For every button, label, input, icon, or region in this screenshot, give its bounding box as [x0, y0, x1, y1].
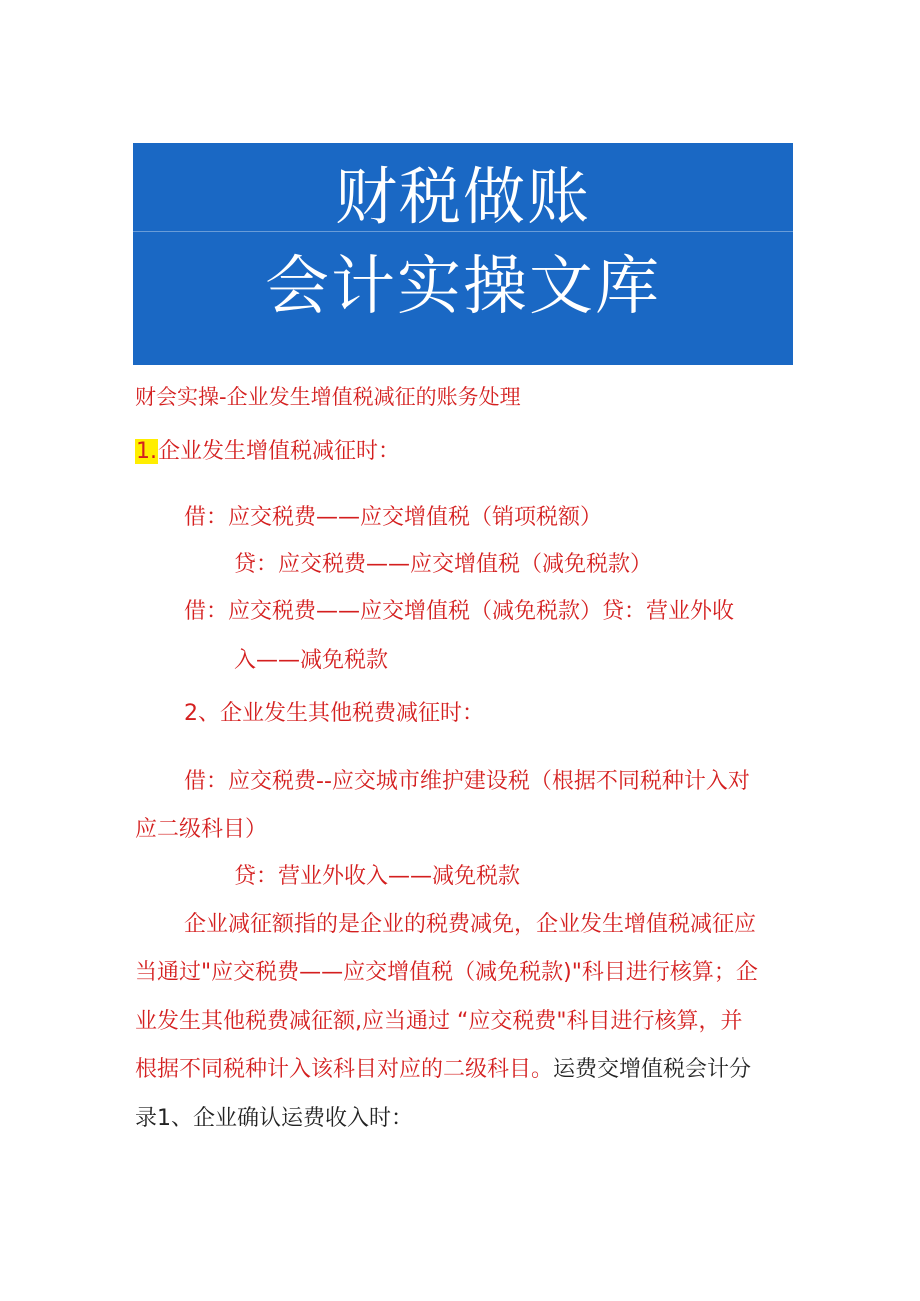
- document-title: 财会实操-企业发生增值税减征的账务处理: [135, 385, 521, 409]
- section1-number: 1.: [136, 439, 157, 464]
- paragraph-line-3: 业发生其他税费减征额,应当通过 “应交税费"科目进行核算，并: [135, 1009, 743, 1034]
- entry-credit-3: 贷：营业外收入——减免税款: [234, 864, 521, 889]
- banner-divider: [133, 231, 793, 232]
- entry-debit-3-cont: 应二级科目）: [135, 817, 268, 842]
- paragraph-line-2: 当通过"应交税费——应交增值税（减免税款)"科目进行核算；企: [135, 960, 758, 985]
- section1-heading: [135, 437, 400, 467]
- section2-heading: 2、企业发生其他税费减征时：: [184, 701, 484, 726]
- paragraph-line-4: [135, 1055, 751, 1085]
- entry-credit-1: 贷：应交税费——应交增值税（减免税款）: [234, 552, 653, 577]
- paragraph-line-4-black: 运费交增值税会计分: [553, 1057, 752, 1082]
- paragraph-line-1: 企业减征额指的是企业的税费减免，企业发生增值税减征应: [184, 912, 757, 937]
- entry-credit-2-cont: 入——减免税款: [234, 648, 389, 673]
- paragraph-line-5: 录1、企业确认运费收入时：: [135, 1106, 413, 1131]
- section1-heading-text: 企业发生增值税减征时：: [158, 439, 401, 464]
- entry-debit-2: 借：应交税费——应交增值税（减免税款）贷：营业外收: [184, 599, 735, 624]
- paragraph-line-4-red: 根据不同税种计入该科目对应的二级科目。: [135, 1057, 554, 1082]
- entry-debit-1: 借：应交税费——应交增值税（销项税额）: [184, 505, 603, 530]
- header-banner: [133, 143, 793, 365]
- entry-debit-3: 借：应交税费--应交城市维护建设税（根据不同税种计入对: [184, 769, 750, 794]
- banner-title-line1: 财税做账: [334, 160, 591, 233]
- banner-title-line2: 会计实操文库: [265, 250, 661, 324]
